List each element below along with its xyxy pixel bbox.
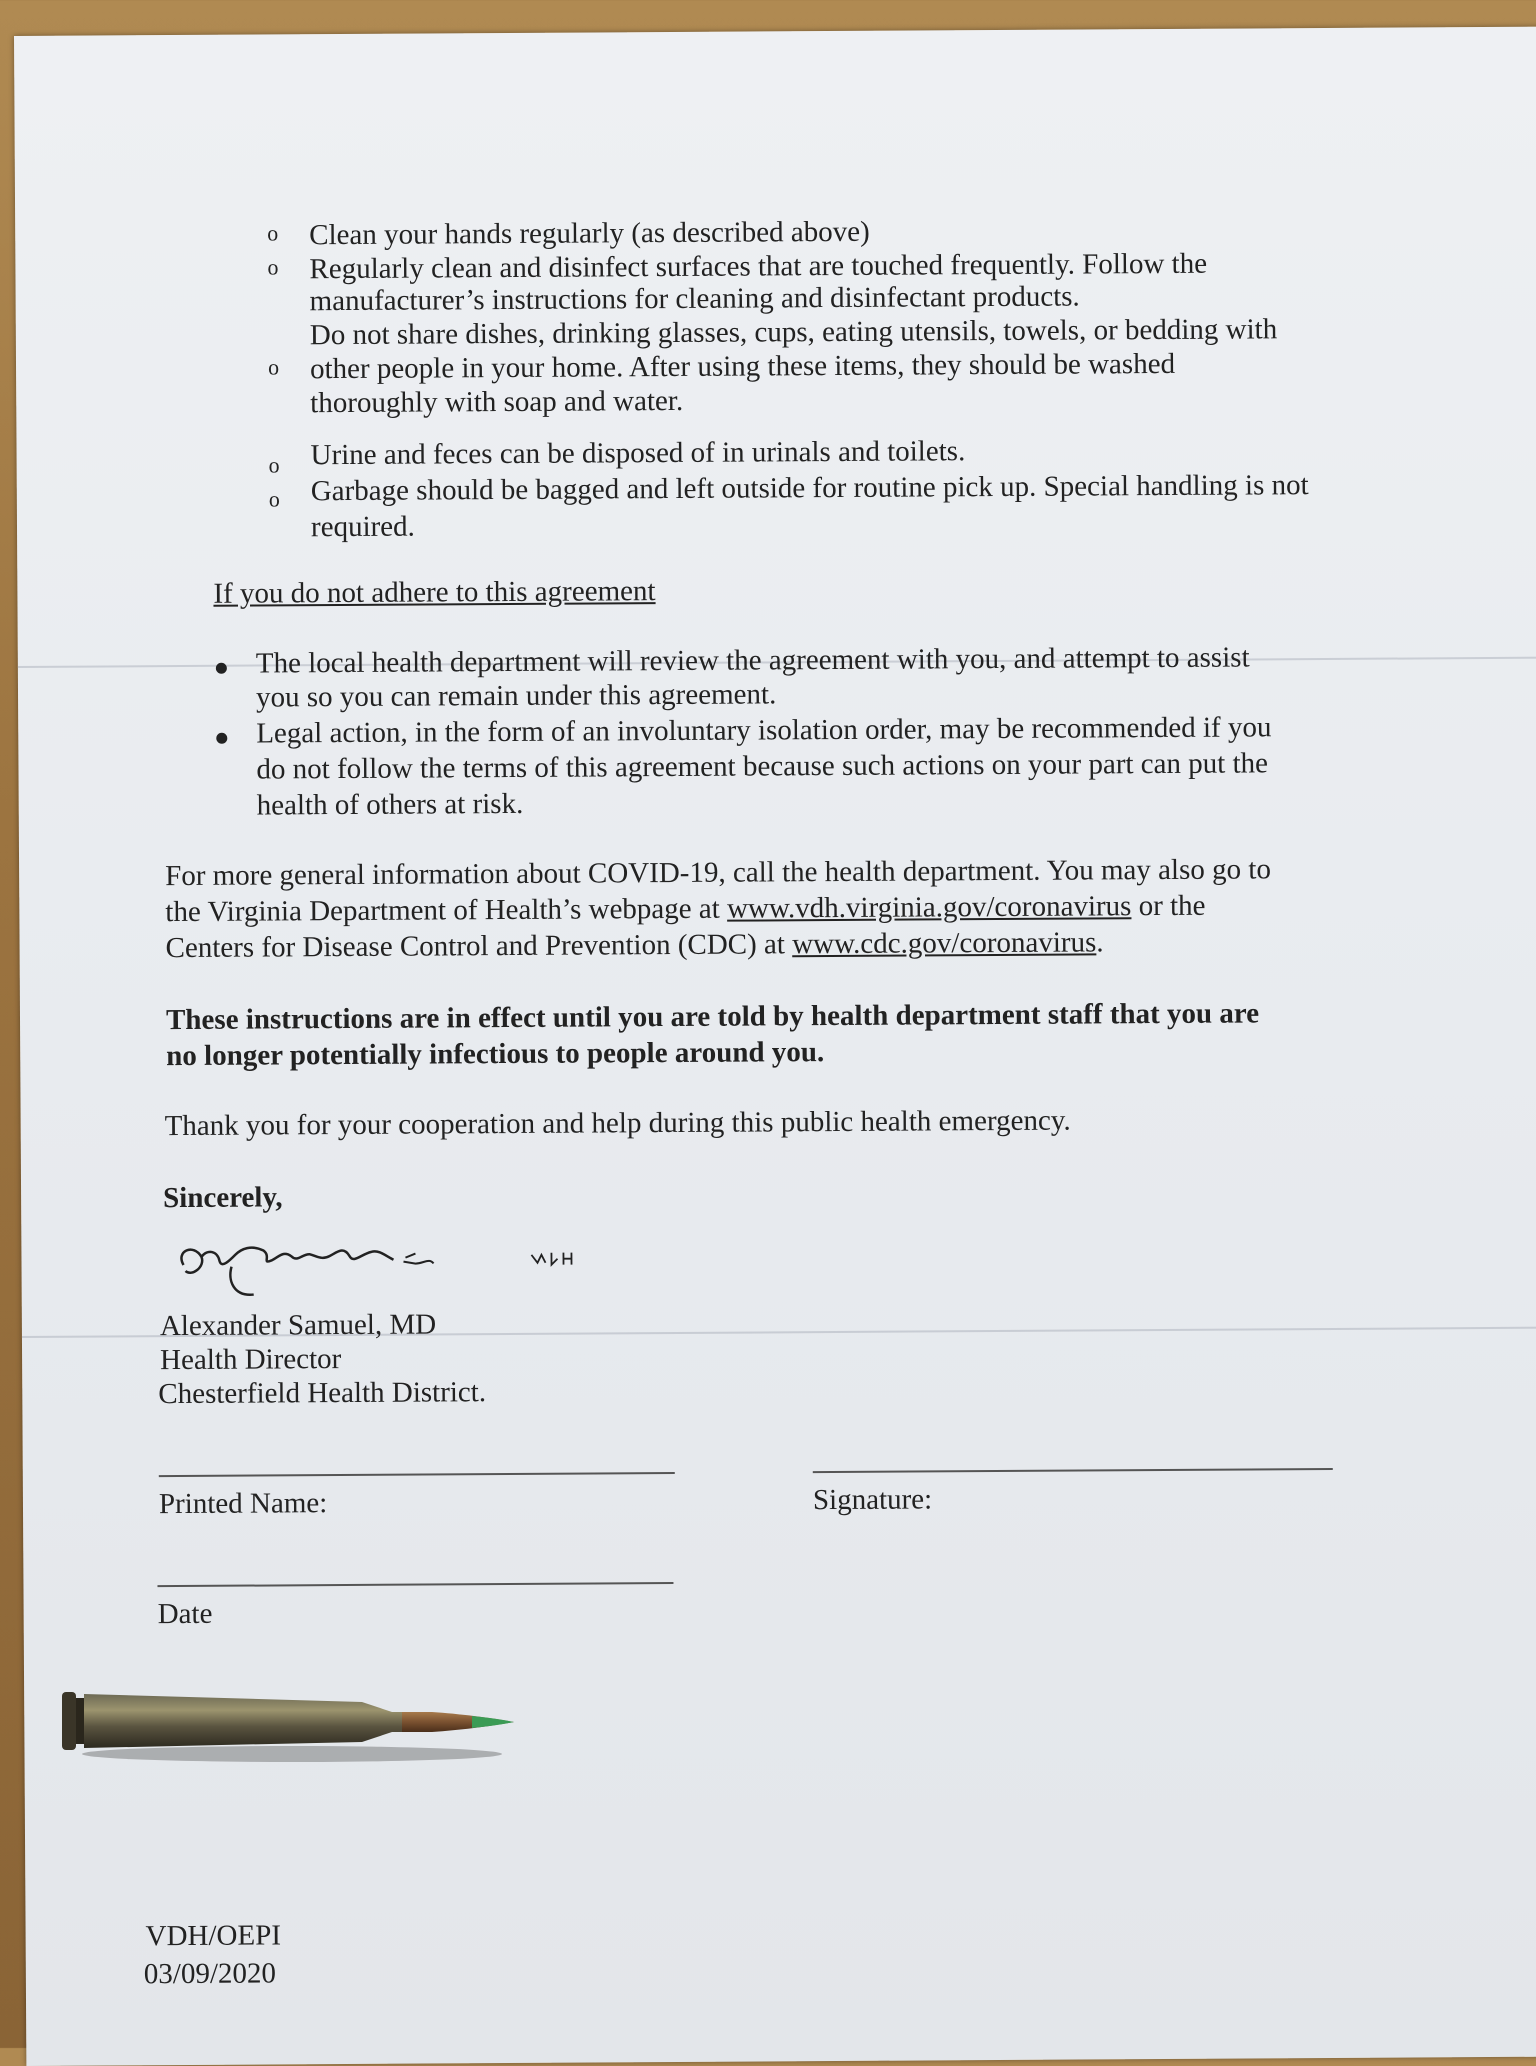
circle-bullet-icon: o — [267, 220, 279, 246]
bullet-item-continued: health of others at risk. — [256, 787, 524, 822]
closing: Sincerely, — [163, 1181, 283, 1215]
circle-bullet-icon: o — [268, 452, 280, 478]
bullet-item: The local health department will review the agreement with you, and attempt to assist — [255, 641, 1250, 680]
section-heading: If you do not adhere to this agreement — [213, 575, 656, 610]
thanks-text: Thank you for your cooperation and help during this public health emergency. — [164, 1104, 1071, 1143]
info-text: . — [1096, 926, 1104, 959]
notice-text: no longer potentially infectious to people around you. — [166, 1036, 825, 1073]
handwritten-signature — [171, 1218, 612, 1311]
list-item: Garbage should be bagged and left outside for routine pick up. Special handling is not — [310, 469, 1309, 508]
bullet-icon — [216, 663, 227, 674]
bullet-item-continued: do not follow the terms of this agreement because such actions on your part can put the — [256, 747, 1269, 786]
date-label: Date — [157, 1597, 213, 1631]
list-item: Regularly clean and disinfect surfaces that are touched frequently. Follow the — [309, 247, 1208, 286]
footer-date: 03/09/2020 — [143, 1957, 277, 1991]
list-item-continued: other people in your home. After using these items, they should be washed — [309, 347, 1176, 386]
signer-title: Health Director — [159, 1343, 342, 1377]
signature-line[interactable] — [813, 1468, 1333, 1473]
info-paragraph: For more general information about COVID-19, call the health department. You may also go to — [165, 853, 1271, 893]
footer-code: VDH/OEPI — [145, 1919, 282, 1953]
printed-name-label: Printed Name: — [158, 1487, 328, 1521]
bullet-item-continued: you so you can remain under this agreement. — [255, 678, 777, 714]
info-paragraph-line — [165, 889, 1205, 929]
info-text: or the — [1131, 889, 1206, 923]
notice-text: These instructions are in effect until you are told by health department staff that you are — [165, 997, 1260, 1037]
list-item: Urine and feces can be disposed of in urinals and toilets. — [310, 435, 966, 472]
circle-bullet-icon: o — [267, 254, 279, 280]
signer-name: Alexander Samuel, MD — [159, 1308, 437, 1343]
bullet-item: Legal action, in the form of an involuntary isolation order, may be recommended if you — [256, 711, 1272, 750]
circle-bullet-icon: o — [268, 486, 280, 512]
cdc-link[interactable]: www.cdc.gov/coronavirus — [792, 926, 1097, 961]
list-item-continued: required. — [310, 510, 415, 544]
list-item: Do not share dishes, drinking glasses, cups, eating utensils, towels, or bedding with — [309, 313, 1278, 352]
date-line[interactable] — [157, 1582, 673, 1587]
rifle-cartridge-object — [62, 1676, 522, 1766]
circle-bullet-icon: o — [267, 354, 280, 380]
signature-label: Signature: — [812, 1483, 933, 1517]
bullet-icon — [216, 733, 227, 744]
info-text: Centers for Disease Control and Prevention (CDC) at — [165, 928, 793, 965]
vdh-link[interactable]: www.vdh.virginia.gov/coronavirus — [726, 890, 1132, 925]
printed-name-line[interactable] — [159, 1472, 675, 1477]
info-paragraph-line — [165, 925, 1103, 965]
list-item-continued: thoroughly with soap and water. — [310, 384, 684, 420]
info-text: the Virginia Department of Health’s webpage at — [165, 892, 728, 929]
list-item: Clean your hands regularly (as described above) — [309, 215, 870, 252]
list-item-continued: manufacturer’s instructions for cleaning and disinfectant products. — [309, 280, 1080, 318]
signer-district: Chesterfield Health District. — [158, 1376, 487, 1411]
